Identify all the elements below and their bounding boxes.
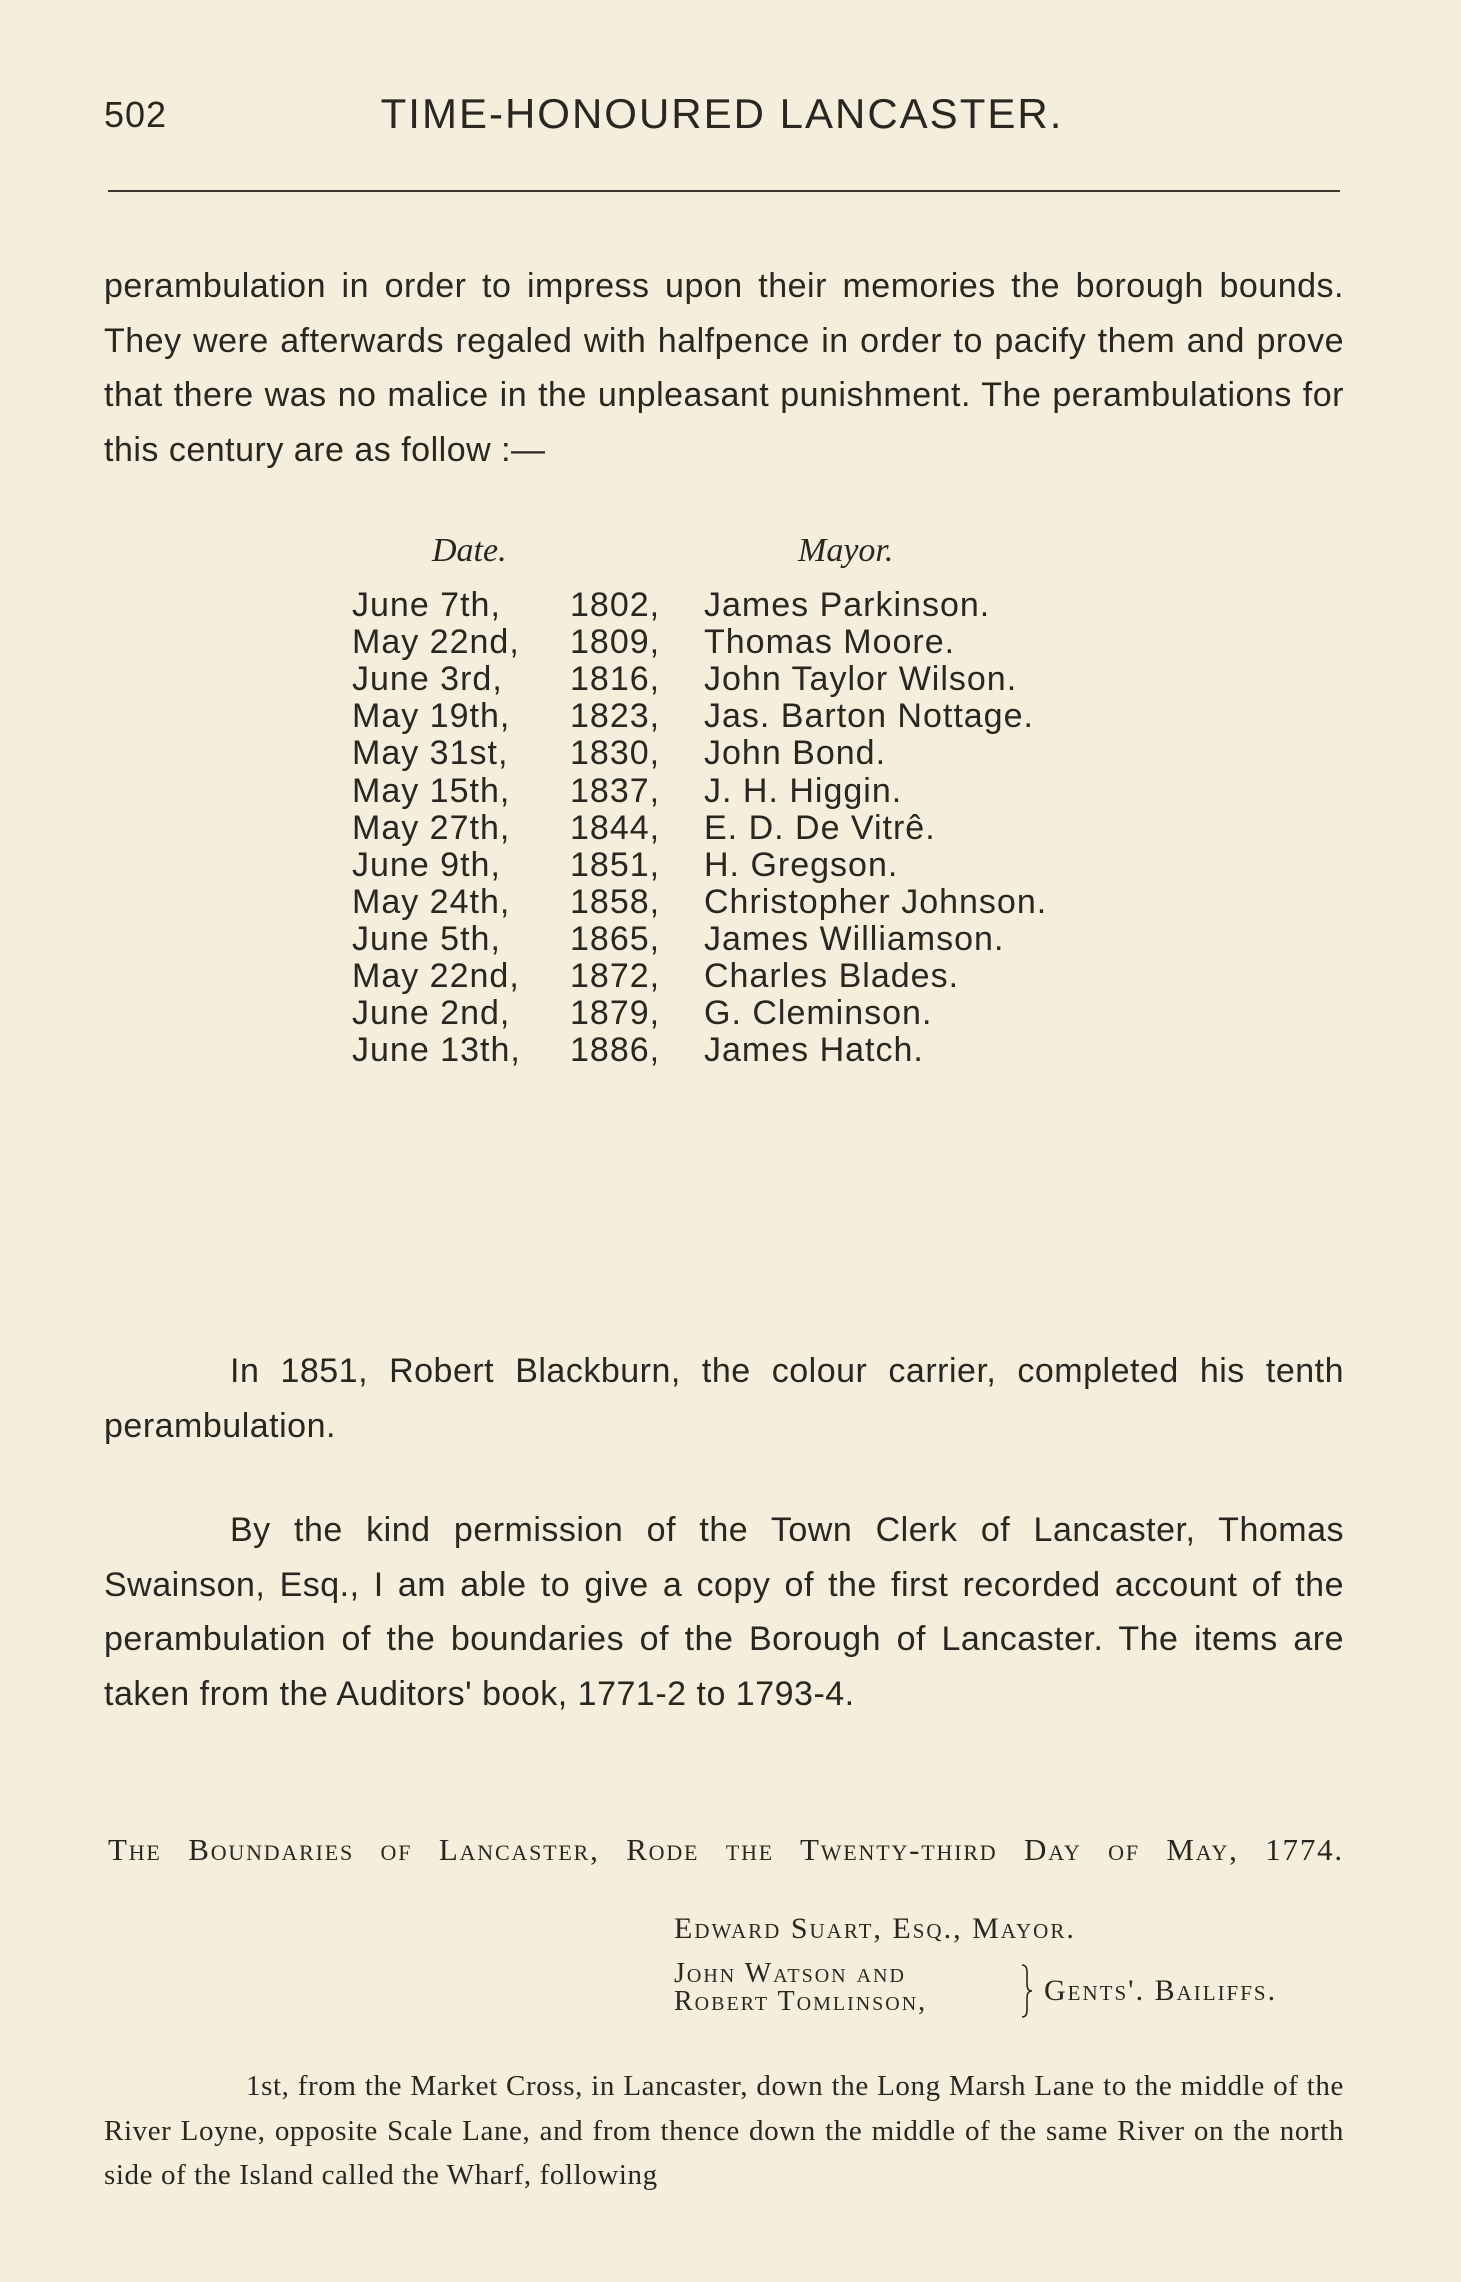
date-cell: June 9th, xyxy=(352,845,501,884)
mayor-cell: Jas. Barton Nottage. xyxy=(704,697,1034,736)
date-cell: May 24th, xyxy=(352,882,511,921)
mayor-cell: James Williamson. xyxy=(704,919,1005,958)
mayor-cell: J. H. Higgin. xyxy=(704,771,903,810)
date-cell: June 13th, xyxy=(352,1031,521,1070)
year-cell: 1816, xyxy=(570,660,661,699)
bailiff-name: John Watson and xyxy=(674,1958,906,1989)
year-cell: 1879, xyxy=(570,994,661,1033)
mayor-cell: Christopher Johnson. xyxy=(704,882,1048,921)
mayor-cell: John Bond. xyxy=(704,734,887,773)
right-brace-icon xyxy=(1020,1964,1034,2018)
column-header-date: Date. xyxy=(432,532,507,569)
mayor-cell: John Taylor Wilson. xyxy=(704,660,1018,699)
year-cell: 1886, xyxy=(570,1031,661,1070)
mayor-cell: E. D. De Vitrê. xyxy=(704,808,936,847)
date-cell: May 22nd, xyxy=(352,623,520,662)
year-cell: 1844, xyxy=(570,808,661,847)
running-title: TIME-HONOURED LANCASTER. xyxy=(380,90,1064,137)
header-rule xyxy=(108,190,1340,192)
bailiffs-role: Gents'. Bailiffs. xyxy=(1044,1974,1278,2007)
paragraph-permission: By the kind permission of the Town Clerk of Lancaster, Thomas Swainson, Esq., I am able to give a copy of the first recorded account of the perambulation of the boundaries of the Borough of Lancaster. The items are taken from the Auditors' book, 1771-2 to 1793-4. xyxy=(104,1511,1344,1713)
paragraph-blackburn: In 1851, Robert Blackburn, the colour carrier, completed his tenth perambulation. xyxy=(104,1352,1344,1445)
record-title: The Boundaries of Lancaster, Rode the Twenty-third Day of May, 1774. xyxy=(108,1832,1344,1867)
date-cell: June 3rd, xyxy=(352,660,503,699)
record-bailiffs xyxy=(674,1960,1354,2032)
year-cell: 1830, xyxy=(570,734,661,773)
date-cell: May 31st, xyxy=(352,734,509,773)
record-item-1: 1st, from the Market Cross, in Lancaster, down the Long Marsh Lane to the middle of the River Loyne, opposite Scale Lane, and from thence down the middle of the same River on the north side of the Island called the Wharf, following xyxy=(104,2070,1344,2191)
bailiff-name: Robert Tomlinson, xyxy=(674,1986,928,2017)
year-cell: 1802, xyxy=(570,586,661,624)
date-cell: May 27th, xyxy=(352,808,511,847)
date-cell: May 22nd, xyxy=(352,957,520,995)
page-header xyxy=(104,84,1340,144)
column-header-mayor: Mayor. xyxy=(798,532,894,569)
date-cell: June 2nd, xyxy=(352,994,511,1033)
date-cell: May 19th, xyxy=(352,697,511,736)
year-cell: 1851, xyxy=(570,845,661,884)
year-cell: 1865, xyxy=(570,919,661,958)
year-cell: 1823, xyxy=(570,697,661,736)
mayor-cell: G. Cleminson. xyxy=(704,994,933,1033)
mayor-cell: Thomas Moore. xyxy=(704,623,956,662)
date-cell: May 15th, xyxy=(352,771,511,810)
mayor-cell: James Parkinson. xyxy=(704,586,991,624)
date-cell: June 7th, xyxy=(352,586,501,624)
mayor-cell: Charles Blades. xyxy=(704,957,960,995)
bailiff-names xyxy=(674,1960,927,2016)
year-cell: 1872, xyxy=(570,957,661,995)
date-cell: June 5th, xyxy=(352,919,501,958)
record-mayor: Edward Suart, Esq., Mayor. xyxy=(674,1912,1076,1945)
mayor-cell: James Hatch. xyxy=(704,1031,924,1070)
year-cell: 1837, xyxy=(570,771,661,810)
page-number: 502 xyxy=(104,94,168,135)
year-cell: 1858, xyxy=(570,882,661,921)
mayor-cell: H. Gregson. xyxy=(704,845,899,884)
year-cell: 1809, xyxy=(570,623,661,662)
paragraph-perambulation: perambulation in order to impress upon their memories the borough bounds. They were afterwards regaled with halfpence in order to pacify them and prove that there was no malice in the unpleasant punishment. The perambulations for this century are as follow :— xyxy=(104,267,1344,469)
